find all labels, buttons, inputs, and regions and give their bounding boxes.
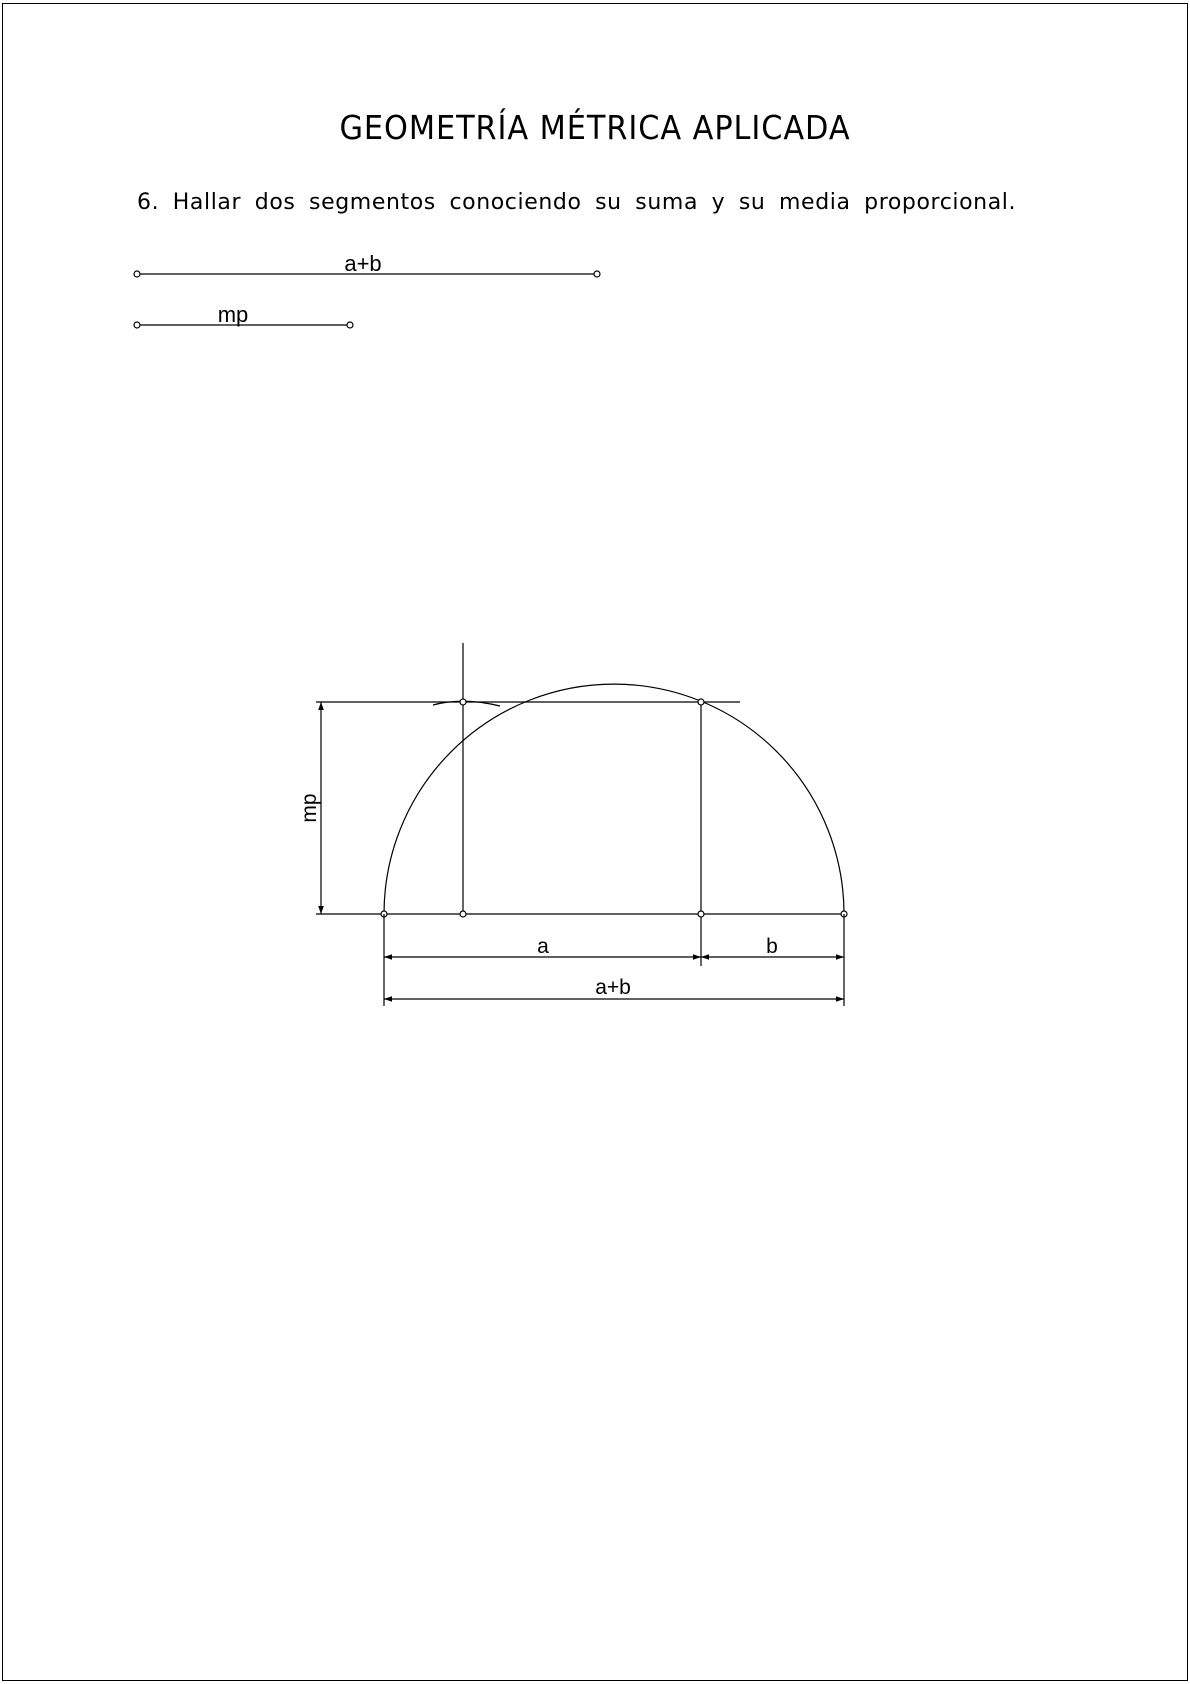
problem-statement: 6. Hallar dos segmentos conociendo su suma y su media proporcional. bbox=[137, 190, 1017, 215]
semicircle-arc bbox=[384, 684, 844, 914]
point-intersection bbox=[698, 699, 704, 705]
given-segment-mean bbox=[134, 302, 353, 328]
dimension-a-label: a bbox=[537, 935, 549, 958]
given-sum-label: a+b bbox=[344, 251, 382, 276]
given-segment-sum bbox=[134, 251, 600, 277]
point-division bbox=[698, 911, 704, 917]
dimension-lines bbox=[384, 914, 844, 1006]
dimension-b-label: b bbox=[766, 935, 778, 958]
dimension-mp-label: mp bbox=[298, 793, 321, 823]
given-mean-label: mp bbox=[217, 302, 249, 327]
point-top-aux bbox=[460, 699, 466, 705]
dimension-mp bbox=[298, 702, 321, 914]
dimension-total-label: a+b bbox=[595, 976, 631, 999]
point-foot-aux bbox=[460, 911, 466, 917]
semicircle-construction bbox=[316, 643, 847, 966]
sheet-title: GEOMETRÍA MÉTRICA APLICADA bbox=[339, 108, 851, 147]
